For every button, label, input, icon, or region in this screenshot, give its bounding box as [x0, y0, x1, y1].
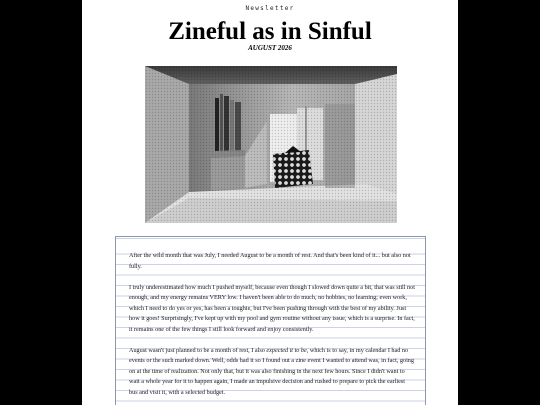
newsletter-title: Zineful as in Sinful: [168, 18, 372, 45]
letter-paragraph-3: [129, 346, 415, 399]
letter-paragraph-3-end: , which is to say, in my calendar I had no events or the such marked down. Well, odds had it so I found out a zine event I wanted to attend was, in fact, going on at the time of realization. Not only that, but it was also finishing in the next few hours. Since I didn't want to wait a whole year for it to happen again, I made an impulsive decision and rushed to prepare to pick the earliest bus and visit it, with a selected budget.: [129, 346, 414, 396]
letter-card: [115, 236, 426, 405]
shelf-photo: [145, 66, 397, 223]
letter-body: [129, 251, 415, 405]
newsletter-date: AUGUST 2026: [248, 44, 292, 52]
newsletter-kicker: Newsletter: [245, 5, 295, 12]
letter-paragraph-2: I truly underestimated how much I pushed myself, because even though I slowed down quite a bit, that was still not enough, and my energy remains VERY low. I haven't been able to do much, no hobbies, no learning; even work, which I need to do yes or yes, has been a toughie, but I've been pushing through with the best of my ability. Just how it goes! Surprisingly, I've kept up with my pool and gym routine without any issue, which is a surprise. In fact, it remains one of the few things I still look forward and enjoy consistently.: [129, 283, 415, 333]
letter-emphasis: expected it to be: [266, 346, 307, 354]
letter-paragraph-3-start: August wasn't just planned to be a month of rest, I also: [129, 346, 267, 354]
letter-paragraph-1: After the wild month that was July, I needed August to be a month of rest. And that's been kind of it... but also not fully.: [129, 252, 411, 270]
shelf-photo-icon: [145, 66, 397, 223]
newsletter-page: [82, 0, 458, 405]
